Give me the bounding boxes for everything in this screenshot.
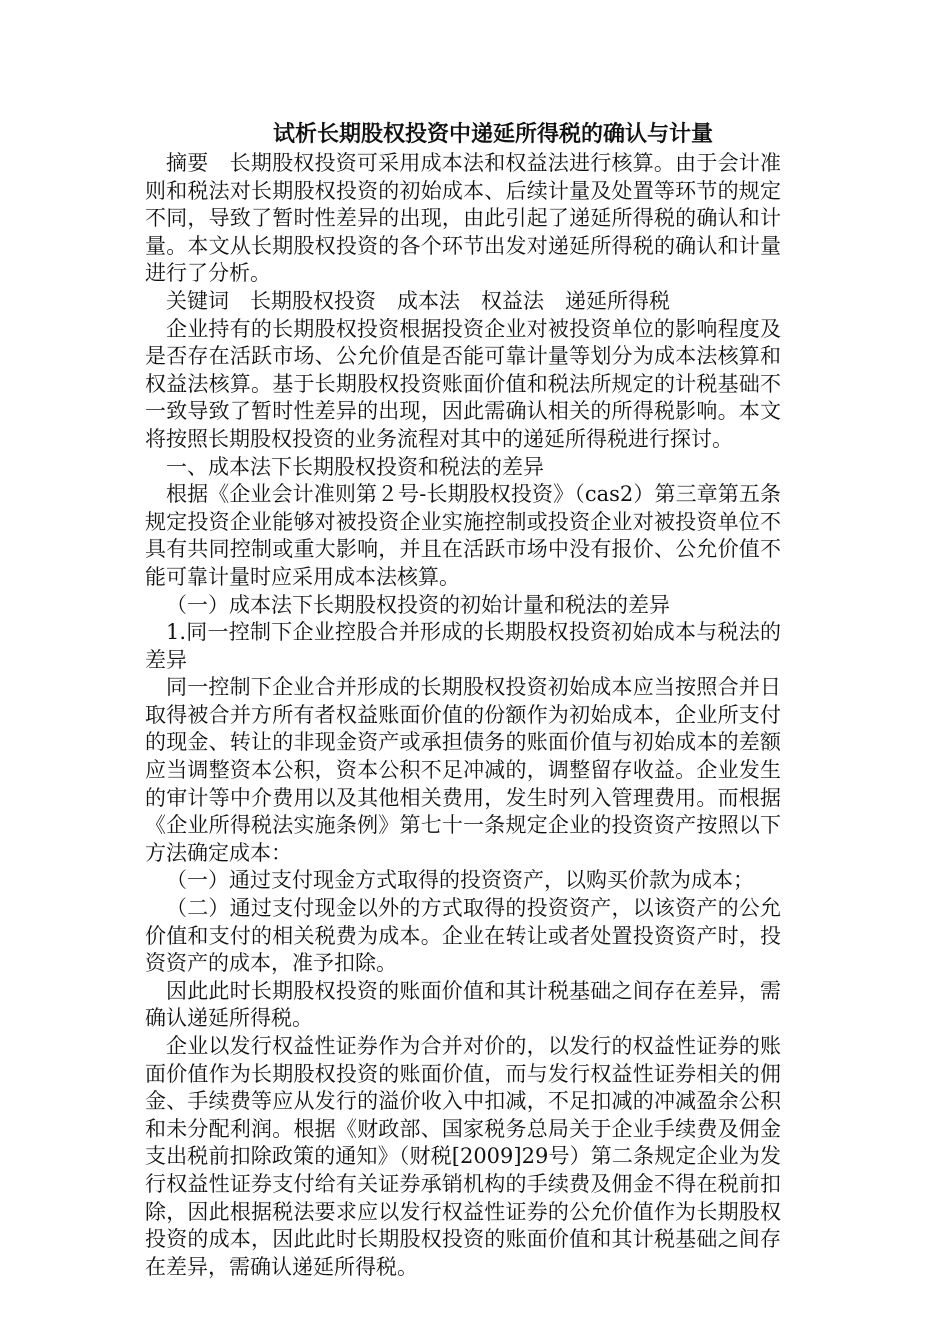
- document-title: 试析长期股权投资中递延所得税的确认与计量: [272, 122, 713, 147]
- abstract-paragraph: 摘要 长期股权投资可采用成本法和权益法进行核算。由于会计准则和税法对长期股权投资的初始成本、后续计量及处置等环节的规定不同，导致了暂时性差异的出现，由此引起了递延所得税的确认和计量。本文从长期股权投资的各个环节出发对递延所得税的确认和计量进行了分析。: [145, 151, 781, 286]
- subsection-heading: （一）成本法下长期股权投资的初始计量和税法的差异: [166, 592, 670, 617]
- subsection-heading: 1.同一控制下企业控股合并形成的长期股权投资初始成本与税法的差异: [145, 620, 781, 672]
- body-paragraph: 同一控制下企业合并形成的长期股权投资初始成本应当按照合并日取得被合并方所有者权益账面价值的份额作为初始成本，企业所支付的现金、转让的非现金资产或承担债务的账面价值与初始成本的差额应当调整资本公积，资本公积不足冲减的，调整留存收益。企业发生的审计等中介费用以及其他相关费用，发生时列入管理费用。而根据《企业所得税法实施条例》第七十一条规定企业的投资资产按照以下方法确定成本：: [145, 675, 781, 865]
- document-page: [145, 120, 781, 1281]
- body-paragraph: 企业持有的长期股权投资根据投资企业对被投资单位的影响程度及是否存在活跃市场、公允价值是否能可靠计量等划分为成本法核算和权益法核算。基于长期股权投资账面价值和税法所规定的计税基础不一致导致了暂时性差异的出现，因此需确认相关的所得税影响。本文将按照长期股权投资的业务流程对其中的递延所得税进行探讨。: [145, 316, 781, 451]
- keywords-line: 关键词 长期股权投资 成本法 权益法 递延所得税: [166, 288, 670, 313]
- list-item: （一）通过支付现金方式取得的投资资产，以购买价款为成本；: [166, 868, 754, 893]
- body-paragraph: 企业以发行权益性证券作为合并对价的，以发行的权益性证券的账面价值作为长期股权投资的账面价值，而与发行权益性证券相关的佣金、手续费等应从发行的溢价收入中扣减，不足扣减的冲减盈余公积和未分配利润。根据《财政部、国家税务总局关于企业手续费及佣金支出税前扣除政策的通知》（财税[2009]29号）第二条规定企业为发行权益性证券支付给有关证券承销机构的手续费及佣金不得在税前扣除，因此根据税法要求应以发行权益性证券的公允价值作为长期股权投资的成本，因此此时长期股权投资的账面价值和其计税基础之间存在差异，需确认递延所得税。: [145, 1034, 781, 1279]
- body-paragraph: 根据《企业会计准则第２号-长期股权投资》（cas2）第三章第五条规定投资企业能够对被投资企业实施控制或投资企业对被投资单位不具有共同控制或重大影响，并且在活跃市场中没有报价、公允价值不能可靠计量时应采用成本法核算。: [145, 482, 781, 589]
- body-paragraph: 因此此时长期股权投资的账面价值和其计税基础之间存在差异，需确认递延所得税。: [145, 978, 781, 1031]
- section-heading: 一、成本法下长期股权投资和税法的差异: [166, 454, 544, 479]
- list-item: （二）通过支付现金以外的方式取得的投资资产，以该资产的公允价值和支付的相关税费为成本。企业在转让或者处置投资资产时，投资资产的成本，准予扣除。: [145, 896, 781, 976]
